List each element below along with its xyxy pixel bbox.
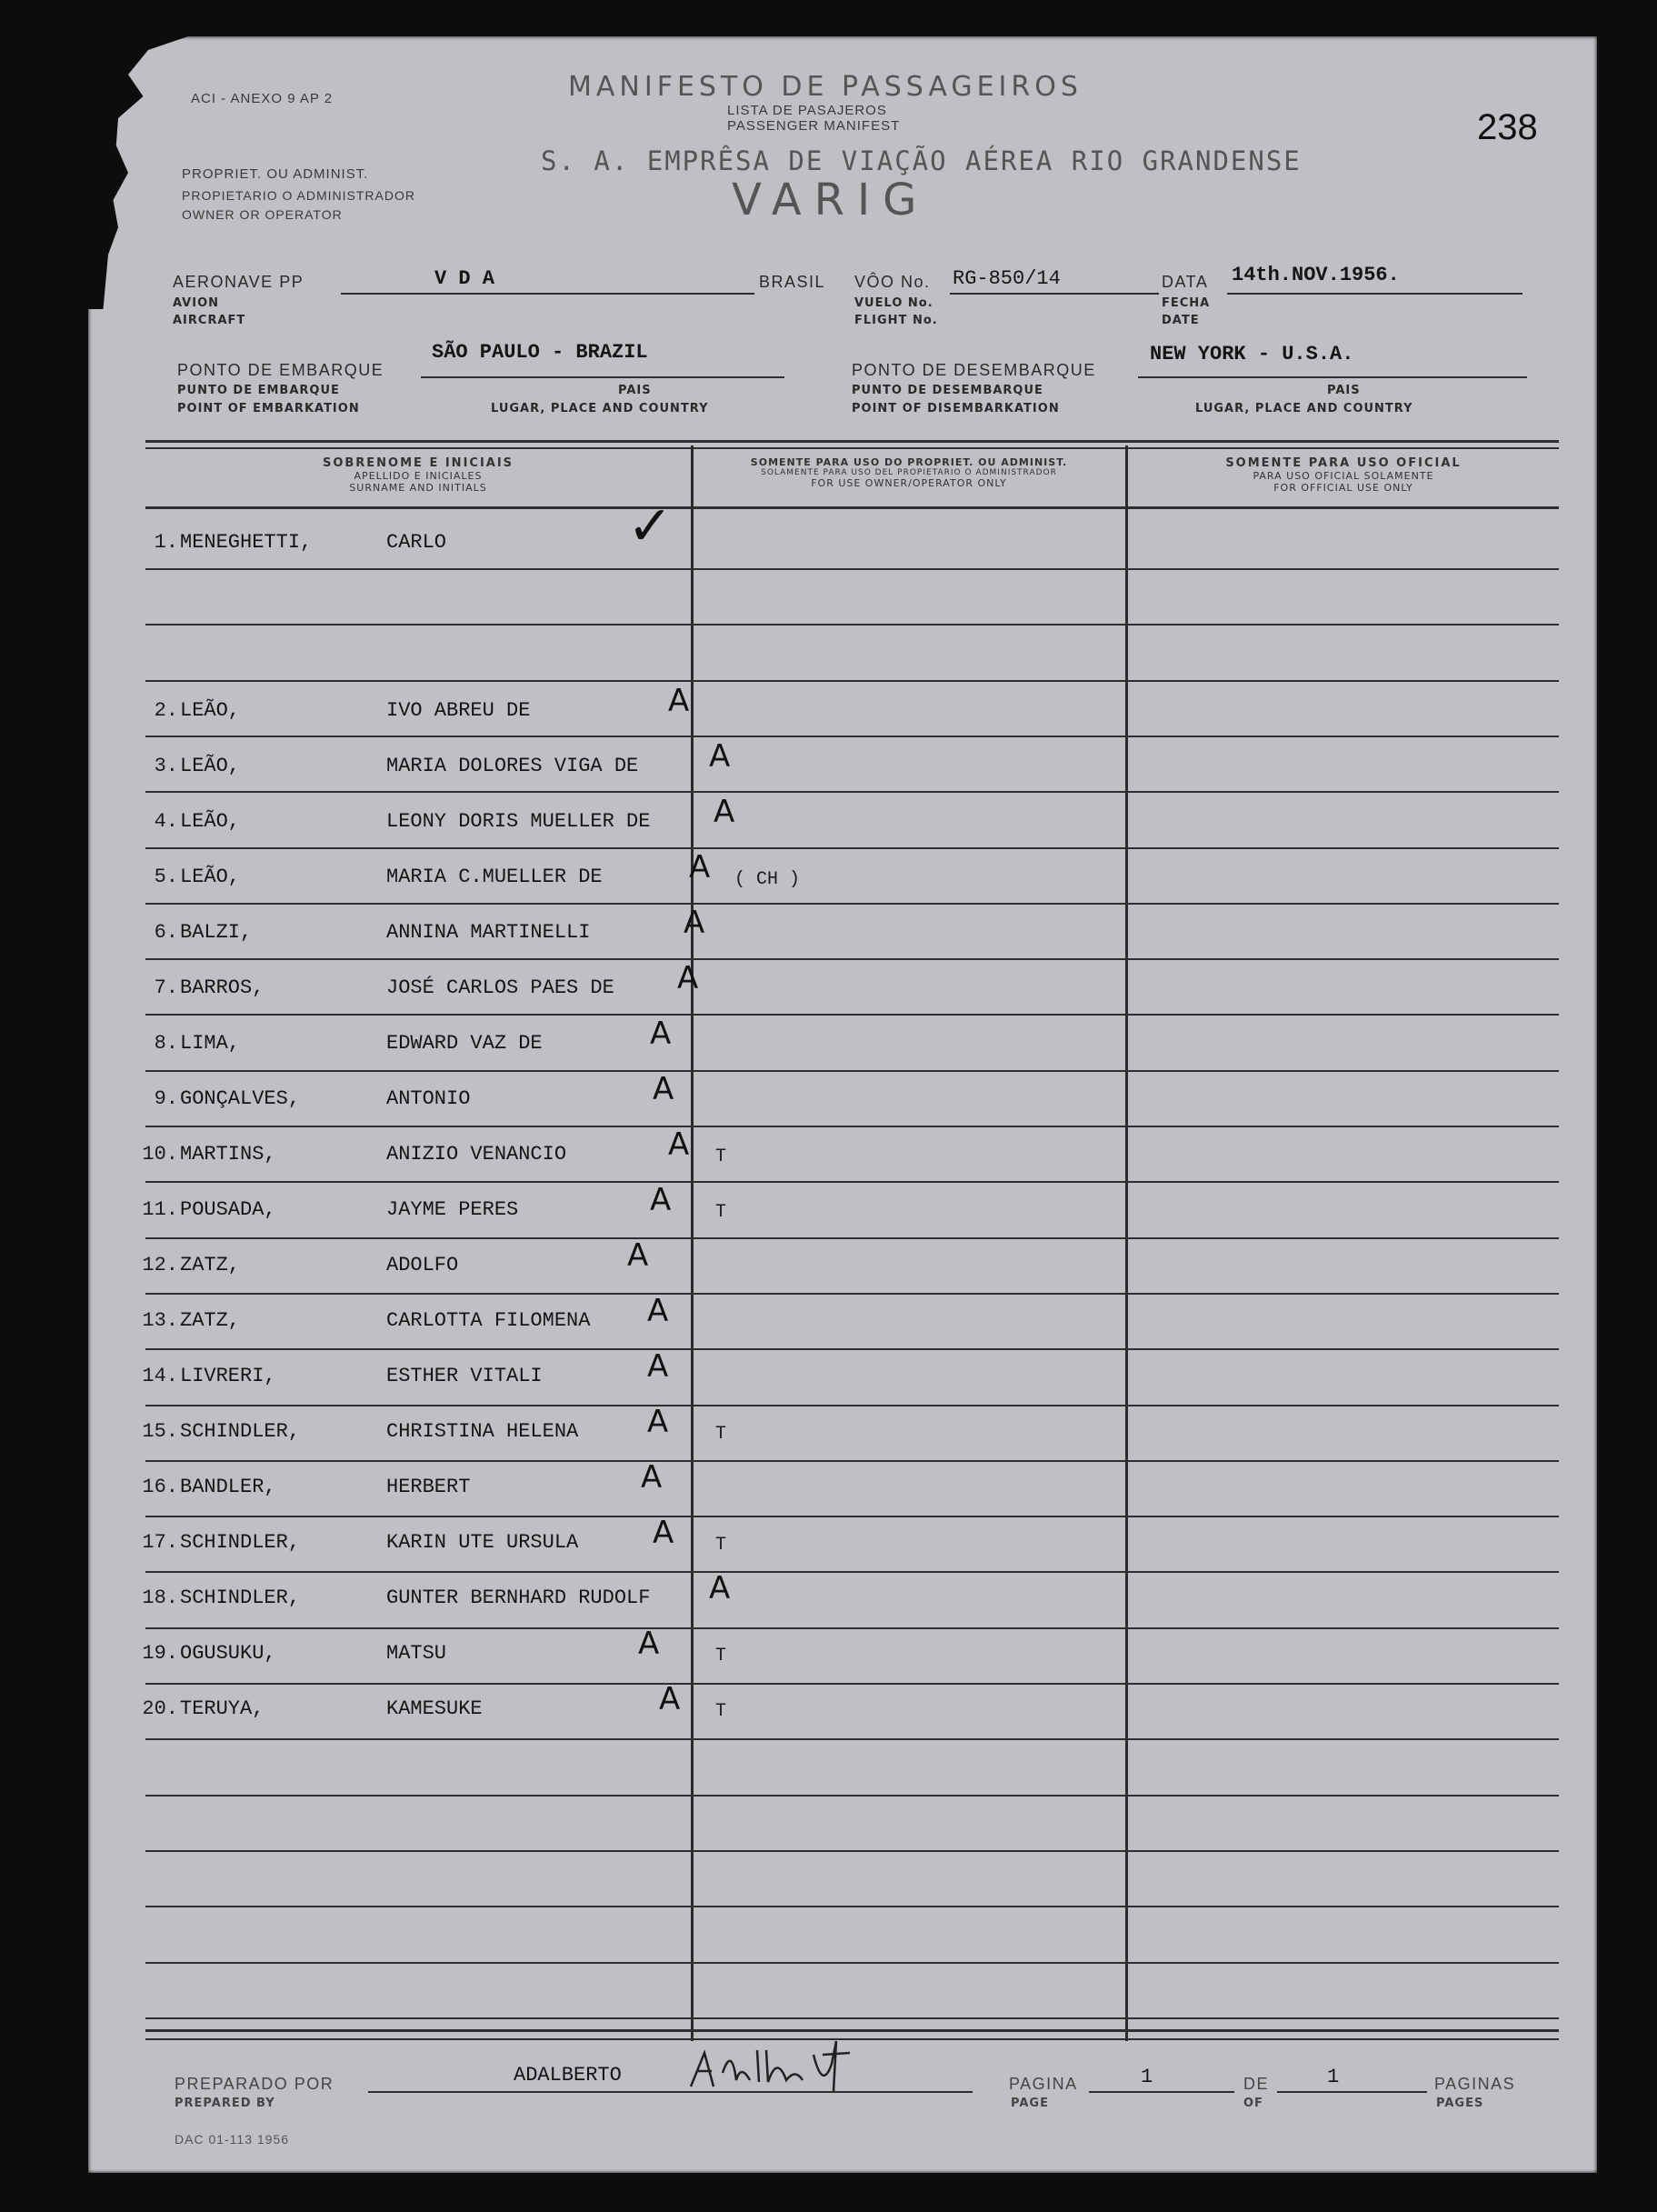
- embark-value: SÃO PAULO - BRAZIL: [432, 341, 648, 364]
- disembark-value: NEW YORK - U.S.A.: [1150, 343, 1354, 365]
- clearance-mark: A: [653, 1071, 674, 1107]
- column-header-official: [1130, 456, 1557, 494]
- operator-note: T: [715, 1424, 727, 1445]
- disembark-sub: LUGAR, PLACE AND COUNTRY: [1195, 402, 1413, 415]
- passenger-given-name: MARIA C.MUELLER DE: [386, 866, 603, 888]
- col1-header-pt: SOBRENOME E INICIAIS: [322, 456, 514, 470]
- col1-header-en: SURNAME AND INITIALS: [349, 482, 487, 494]
- passenger-given-name: ANIZIO VENANCIO: [386, 1143, 567, 1166]
- passenger-given-name: ADOLFO: [386, 1254, 459, 1276]
- of-label-en: OF: [1243, 2097, 1263, 2110]
- row-rule: [145, 1516, 1559, 1517]
- clearance-mark: A: [650, 1016, 672, 1052]
- operator-label-es: PROPIETARIO O ADMINISTRADOR: [182, 188, 415, 203]
- clearance-mark: A: [647, 1293, 669, 1329]
- passenger-surname: BANDLER,: [180, 1476, 276, 1498]
- col3-header-es: PARA USO OFICIAL SOLAMENTE: [1253, 470, 1434, 482]
- row-number: 19.: [142, 1642, 178, 1665]
- passenger-given-name: JOSÉ CARLOS PAES DE: [386, 976, 614, 999]
- row-rule: [145, 736, 1559, 737]
- row-number: 18.: [142, 1586, 178, 1609]
- pages-label-en: PAGES: [1436, 2097, 1484, 2110]
- row-rule: [145, 1070, 1559, 1072]
- passenger-given-name: ANNINA MARTINELLI: [386, 921, 591, 944]
- passenger-surname: BALZI,: [180, 921, 253, 944]
- flight-label: VÔO No.: [854, 273, 931, 291]
- flight-value: RG-850/14: [953, 267, 1061, 290]
- form-reference: DAC 01-113 1956: [175, 2132, 290, 2147]
- clearance-mark: A: [659, 1681, 681, 1717]
- column-header-names: [150, 456, 686, 494]
- table-header-rule: [145, 506, 1559, 509]
- row-rule: [145, 1405, 1559, 1406]
- row-number: 10.: [142, 1143, 178, 1166]
- row-number: 7.: [154, 976, 178, 999]
- embark-label-es: PUNTO DE EMBARQUE: [177, 384, 340, 397]
- table-top-rule-2: [145, 447, 1559, 449]
- row-rule: [145, 1906, 1559, 1907]
- operator-note: T: [715, 1146, 727, 1167]
- row-number: 15.: [142, 1420, 178, 1443]
- row-rule: [145, 1683, 1559, 1685]
- passenger-given-name: JAYME PERES: [386, 1198, 519, 1221]
- col2-header-es: SOLAMENTE PARA USO DEL PROPIETARIO O ADMINISTRADOR: [761, 468, 1057, 477]
- row-rule: [145, 624, 1559, 626]
- row-number: 4.: [154, 810, 178, 833]
- passenger-given-name: ANTONIO: [386, 1087, 471, 1110]
- clearance-mark: A: [647, 1348, 669, 1385]
- row-number: 16.: [142, 1476, 178, 1498]
- disembark-label: PONTO DE DESEMBARQUE: [852, 361, 1096, 379]
- col2-header-en: FOR USE OWNER/OPERATOR ONLY: [811, 477, 1007, 489]
- clearance-mark: A: [709, 738, 731, 775]
- row-rule: [145, 958, 1559, 960]
- aircraft-value: V D A: [434, 267, 495, 290]
- page-number: 238: [1477, 107, 1538, 147]
- prepared-label: PREPARADO POR: [175, 2075, 334, 2093]
- form-code: ACI - ANEXO 9 AP 2: [191, 91, 334, 106]
- manifest-title-es: LISTA DE PASAJEROS: [727, 103, 887, 118]
- passenger-surname: LEÃO,: [180, 699, 241, 722]
- embark-sub-pais: PAIS: [618, 384, 652, 397]
- passenger-surname: POUSADA,: [180, 1198, 276, 1221]
- row-rule: [145, 1181, 1559, 1183]
- row-rule: [145, 1850, 1559, 1852]
- row-rule: [145, 1348, 1559, 1350]
- passenger-given-name: MARIA DOLORES VIGA DE: [386, 755, 639, 777]
- passenger-given-name: ESTHER VITALI: [386, 1365, 543, 1387]
- aircraft-label: AERONAVE PP: [173, 273, 304, 291]
- operator-label-pt: PROPRIET. OU ADMINIST.: [182, 166, 369, 182]
- of-underline: [1277, 2091, 1427, 2093]
- row-rule: [145, 1962, 1559, 1964]
- row-number: 5.: [154, 866, 178, 888]
- passenger-given-name: EDWARD VAZ DE: [386, 1032, 543, 1055]
- operator-company: S. A. EMPRÊSA DE VIAÇÃO AÉREA RIO GRANDENSE: [541, 145, 1302, 176]
- col3-header-en: FOR OFFICIAL USE ONLY: [1273, 482, 1413, 494]
- column-divider-2: [1125, 445, 1128, 2041]
- signature: [686, 2037, 886, 2100]
- row-number: 20.: [142, 1697, 178, 1720]
- manifest-title-en: PASSENGER MANIFEST: [727, 118, 901, 134]
- page-label-en: PAGE: [1011, 2097, 1049, 2110]
- operator-note: T: [715, 1535, 727, 1556]
- flight-label-en: FLIGHT No.: [854, 314, 938, 327]
- passenger-given-name: LEONY DORIS MUELLER DE: [386, 810, 651, 833]
- clearance-mark: A: [650, 1182, 672, 1218]
- column-divider-1: [691, 445, 694, 2041]
- manifest-sheet: [88, 36, 1597, 2173]
- manifest-title: MANIFESTO DE PASSAGEIROS: [568, 71, 1083, 103]
- row-rule: [145, 1126, 1559, 1127]
- row-rule: [145, 1293, 1559, 1295]
- operator-note: T: [715, 1646, 727, 1667]
- row-number: 9.: [154, 1087, 178, 1110]
- row-number: 3.: [154, 755, 178, 777]
- col2-header-pt: SOMENTE PARA USO DO PROPRIET. OU ADMINIST.: [750, 456, 1068, 468]
- of-value: 1: [1327, 2066, 1340, 2088]
- passenger-surname: LIVRERI,: [180, 1365, 276, 1387]
- clearance-mark: A: [638, 1626, 660, 1662]
- row-number: 8.: [154, 1032, 178, 1055]
- disembark-sub-pais: PAIS: [1327, 384, 1361, 397]
- prepared-label-en: PREPARED BY: [175, 2097, 275, 2110]
- row-rule: [145, 1014, 1559, 1016]
- passenger-surname: TERUYA,: [180, 1697, 265, 1720]
- row-rule: [145, 903, 1559, 905]
- clearance-mark: A: [714, 794, 735, 830]
- passenger-given-name: KAMESUKE: [386, 1697, 483, 1720]
- date-label-en: DATE: [1162, 314, 1200, 327]
- row-number: 12.: [142, 1254, 178, 1276]
- clearance-mark: A: [684, 905, 705, 941]
- passenger-surname: ZATZ,: [180, 1309, 241, 1332]
- date-underline: [1227, 293, 1522, 295]
- row-number: 13.: [142, 1309, 178, 1332]
- operator-note: T: [715, 1701, 727, 1722]
- clearance-mark: A: [709, 1570, 731, 1606]
- aircraft-underline: [341, 293, 754, 295]
- passenger-surname: MARTINS,: [180, 1143, 276, 1166]
- page-underline: [1089, 2091, 1234, 2093]
- passenger-surname: LIMA,: [180, 1032, 241, 1055]
- clearance-mark: ✓: [627, 495, 674, 558]
- col1-header-es: APELLIDO E INICIALES: [354, 470, 483, 482]
- passenger-surname: SCHINDLER,: [180, 1420, 301, 1443]
- passenger-given-name: CARLO: [386, 531, 447, 554]
- row-rule: [145, 1237, 1559, 1239]
- row-rule: [145, 1795, 1559, 1797]
- passenger-given-name: HERBERT: [386, 1476, 471, 1498]
- row-rule: [145, 680, 1559, 682]
- passenger-surname: ZATZ,: [180, 1254, 241, 1276]
- row-number: 1.: [154, 531, 178, 554]
- country-label: BRASIL: [759, 273, 826, 291]
- clearance-mark: A: [668, 683, 690, 719]
- passenger-surname: BARROS,: [180, 976, 265, 999]
- disembark-label-en: POINT OF DISEMBARKATION: [852, 402, 1060, 415]
- page-value: 1: [1141, 2066, 1153, 2088]
- flight-label-es: VUELO No.: [854, 296, 933, 310]
- row-number: 17.: [142, 1531, 178, 1554]
- row-rule: [145, 568, 1559, 570]
- passenger-given-name: CHRISTINA HELENA: [386, 1420, 579, 1443]
- embark-underline: [421, 376, 784, 378]
- footer-rule-1: [145, 2029, 1559, 2032]
- row-rule: [145, 2017, 1559, 2019]
- clearance-mark: A: [647, 1404, 669, 1440]
- operator-label-en: OWNER OR OPERATOR: [182, 207, 343, 222]
- passenger-surname: MENEGHETTI,: [180, 531, 313, 554]
- disembark-underline: [1138, 376, 1527, 378]
- date-label: DATA: [1162, 273, 1209, 291]
- row-rule: [145, 791, 1559, 793]
- passenger-surname: GONÇALVES,: [180, 1087, 301, 1110]
- row-rule: [145, 1738, 1559, 1740]
- table-top-rule-1: [145, 440, 1559, 443]
- clearance-mark: A: [677, 960, 699, 996]
- passenger-given-name: MATSU: [386, 1642, 447, 1665]
- passenger-surname: OGUSUKU,: [180, 1642, 276, 1665]
- pages-label: PAGINAS: [1434, 2075, 1516, 2093]
- column-header-operator: [695, 456, 1123, 489]
- row-rule: [145, 1571, 1559, 1573]
- clearance-mark: A: [653, 1515, 674, 1551]
- passenger-surname: SCHINDLER,: [180, 1586, 301, 1609]
- passenger-surname: SCHINDLER,: [180, 1531, 301, 1554]
- passenger-given-name: CARLOTTA FILOMENA: [386, 1309, 591, 1332]
- embark-label: PONTO DE EMBARQUE: [177, 361, 384, 379]
- prepared-value: ADALBERTO: [514, 2064, 622, 2087]
- disembark-label-es: PUNTO DE DESEMBARQUE: [852, 384, 1043, 397]
- operator-brand: VARIG: [732, 175, 930, 225]
- clearance-mark: A: [641, 1459, 663, 1496]
- row-rule: [145, 1460, 1559, 1462]
- operator-note: T: [715, 1202, 727, 1223]
- passenger-surname: LEÃO,: [180, 810, 241, 833]
- clearance-mark: A: [668, 1126, 690, 1163]
- clearance-mark: A: [627, 1237, 649, 1274]
- row-rule: [145, 1627, 1559, 1629]
- row-number: 6.: [154, 921, 178, 944]
- passenger-given-name: IVO ABREU DE: [386, 699, 531, 722]
- row-number: 11.: [142, 1198, 178, 1221]
- passenger-given-name: GUNTER BERNHARD RUDOLF: [386, 1586, 651, 1609]
- clearance-mark: A: [689, 849, 711, 886]
- date-value: 14th.NOV.1956.: [1232, 264, 1400, 286]
- col3-header-pt: SOMENTE PARA USO OFICIAL: [1225, 456, 1462, 470]
- passenger-surname: LEÃO,: [180, 866, 241, 888]
- row-number: 14.: [142, 1365, 178, 1387]
- passenger-given-name: KARIN UTE URSULA: [386, 1531, 579, 1554]
- passenger-surname: LEÃO,: [180, 755, 241, 777]
- row-rule: [145, 847, 1559, 849]
- embark-sub: LUGAR, PLACE AND COUNTRY: [491, 402, 709, 415]
- aircraft-label-es: AVION: [173, 296, 220, 310]
- row-number: 2.: [154, 699, 178, 722]
- operator-note: ( CH ): [734, 869, 801, 890]
- page-label: PAGINA: [1009, 2075, 1078, 2093]
- embark-label-en: POINT OF EMBARKATION: [177, 402, 360, 415]
- date-label-es: FECHA: [1162, 296, 1211, 310]
- flight-underline: [950, 293, 1159, 295]
- aircraft-label-en: AIRCRAFT: [173, 314, 246, 327]
- of-label: DE: [1243, 2075, 1270, 2093]
